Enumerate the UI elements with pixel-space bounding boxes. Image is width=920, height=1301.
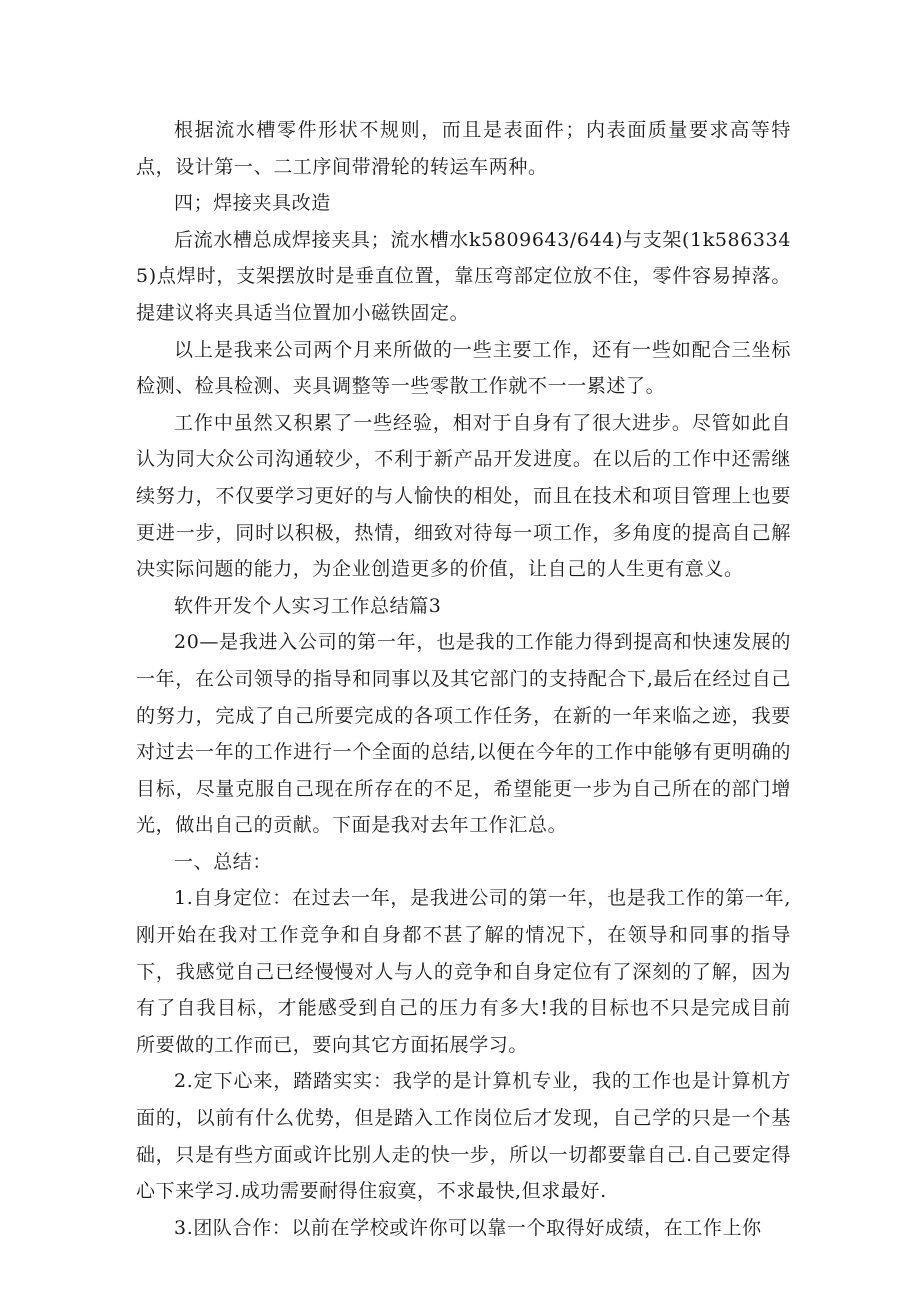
paragraph-settle-down: 2.定下心来，踏踏实实：我学的是计算机专业，我的工作也是计算机方面的，以前有什么优势，但是踏入工作岗位后才发现，自己学的只是一个基础，只是有些方面或许比别人走的快一步，所以一切都要靠自己.自己要定得心下来学习.成功需要耐得住寂寞，不求最快,但求最好. [136,1070,791,1203]
document-body [136,112,791,1246]
section-heading-summary: 一、总结： [174,850,273,873]
paragraph-self-positioning: 1.自身定位：在过去一年，是我进公司的第一年，也是我工作的第一年,刚开始在我对工作竞争和自身都不甚了解的情况下，在领导和同事的指导下，我感觉自己已经慢慢对人与人的竞争和自身定位有了深刻的了解，因为有了自我目标，才能感受到自己的压力有多大!我的目标也不只是完成目前所要做的工作而已，要向其它方面拓展学习。 [136,887,791,1056]
section-heading-welding-fixture: 四；焊接夹具改造 [174,192,331,215]
paragraph-teamwork: 3.团队合作：以前在学校或许你可以靠一个取得好成绩，在工作上你 [174,1216,762,1239]
paragraph-work-summary: 以上是我来公司两个月来所做的一些主要工作，还有一些如配合三坐标检测、检具检测、夹具调整等一些零散工作就不一一累述了。 [136,338,791,398]
paragraph-welding-fixture: 后流水槽总成焊接夹具；流水槽水k5809643/644)与支架(1k5863345)点焊时，支架摆放时是垂直位置，靠压弯部定位放不住，零件容易掉落。提建议将夹具适当位置加小磁铁固定。 [136,228,791,324]
paragraph-experience: 工作中虽然又积累了一些经验，相对于自身有了很大进步。尽管如此自认为同大众公司沟通较少，不利于新产品开发进度。在以后的工作中还需继续努力，不仅要学习更好的与人愉快的相处，而且在技术和项目管理上也要更进一步，同时以积极，热情，细致对待每一项工作，多角度的提高自己解决实际问题的能力，为企业创造更多的价值，让自己的人生更有意义。 [136,411,791,581]
paragraph-conveyor-design: 根据流水槽零件形状不规则，而且是表面件；内表面质量要求高等特点，设计第一、二工序间带滑轮的转运车两种。 [136,119,791,178]
paragraph-first-year: 20—是我进入公司的第一年，也是我的工作能力得到提高和快速发展的一年，在公司领导的指导和同事以及其它部门的支持配合下,最后在经过自己的努力，完成了自己所要完成的各项工作任务，在新的一年来临之迹，我要对过去一年的工作进行一个全面的总结,以便在今年的工作中能够有更明确的目标，尽量克服自己现在所存在的不足，希望能更一步为自己所在的部门增光，做出自己的贡献。下面是我对去年工作汇总。 [136,631,791,837]
article-title-part3: 软件开发个人实习工作总结篇3 [174,594,442,617]
